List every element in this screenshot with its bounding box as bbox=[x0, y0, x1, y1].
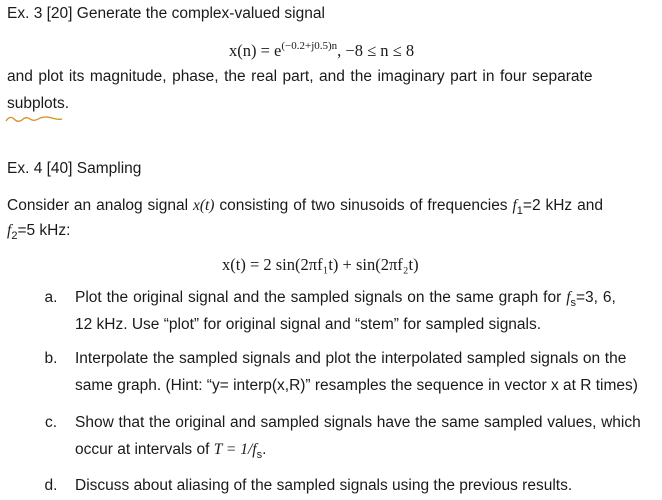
ex4-equation: x(t) = 2 sin(2πf₁t) + sin(2πf₂t) bbox=[222, 255, 419, 274]
ex3-equation-lhs: x(n) = e bbox=[229, 41, 282, 60]
ex4-heading: Ex. 4 [40] Sampling bbox=[7, 160, 142, 177]
ex4-intro-xt: x(t) bbox=[192, 197, 215, 214]
item-b-line-1: Interpolate the sampled signals and plot the interpolated sampled signals on the bbox=[75, 350, 627, 367]
ex4-f2-subscript: 2 bbox=[11, 230, 18, 242]
item-a-fs-subscript: s bbox=[570, 297, 576, 309]
ex4-f2-symbol: f bbox=[7, 222, 12, 239]
ex3-equation bbox=[229, 36, 414, 61]
item-a-fs-symbol: f bbox=[566, 289, 571, 306]
ex4-intro-line-2 bbox=[7, 221, 70, 246]
item-c-text-a: occur at intervals of bbox=[75, 441, 214, 458]
ex4-intro-text-a: Consider an analog signal bbox=[7, 197, 193, 214]
item-a-text-b: =3, 6, bbox=[576, 289, 616, 306]
ex4-intro-text-c: =2 kHz and bbox=[522, 197, 603, 214]
item-b-marker: b. bbox=[44, 350, 58, 367]
ex4-intro-line-1 bbox=[7, 196, 603, 221]
item-a-text-a: Plot the original signal and the sampled signals on the same graph for bbox=[75, 289, 567, 306]
item-a-line-1 bbox=[75, 288, 616, 313]
item-c-line-2 bbox=[75, 440, 266, 465]
item-c-fs-subscript: s bbox=[256, 449, 263, 461]
ex3-equation-exponent: (−0.2+j0.5)n bbox=[281, 40, 338, 52]
item-c-marker: c. bbox=[44, 414, 58, 431]
ex4-f1-subscript: 1 bbox=[516, 205, 523, 217]
item-c-period-formula: T = 1/f bbox=[213, 441, 257, 458]
item-a-line-2: 12 kHz. Use “plot” for original signal and “stem” for sampled signals. bbox=[75, 316, 542, 333]
ex3-body-line-2: subplots. bbox=[7, 95, 70, 112]
ex3-equation-range: , −8 ≤ n ≤ 8 bbox=[337, 41, 415, 60]
item-d-line-1: Discuss about aliasing of the sampled signals using the previous results. bbox=[75, 477, 573, 494]
handwritten-squiggle bbox=[4, 113, 64, 125]
ex4-f1-symbol: f bbox=[512, 197, 517, 214]
item-c-line-1: Show that the original and sampled signals have the same sampled values, which bbox=[75, 414, 641, 431]
ex4-intro-tail: =5 kHz: bbox=[17, 222, 71, 239]
item-d-marker: d. bbox=[44, 477, 58, 494]
ex3-heading: Ex. 3 [20] Generate the complex-valued signal bbox=[7, 5, 325, 22]
item-b-line-2: same graph. (Hint: “y= interp(x,R)” resamples the sequence in vector x at R times) bbox=[75, 377, 638, 394]
ex3-body-line-1: and plot its magnitude, phase, the real part, and the imaginary part in four separate bbox=[7, 68, 593, 85]
item-c-text-b: . bbox=[262, 441, 267, 458]
item-a-marker: a. bbox=[44, 289, 58, 306]
ex4-intro-text-b: consisting of two sinusoids of frequencies bbox=[214, 197, 513, 214]
